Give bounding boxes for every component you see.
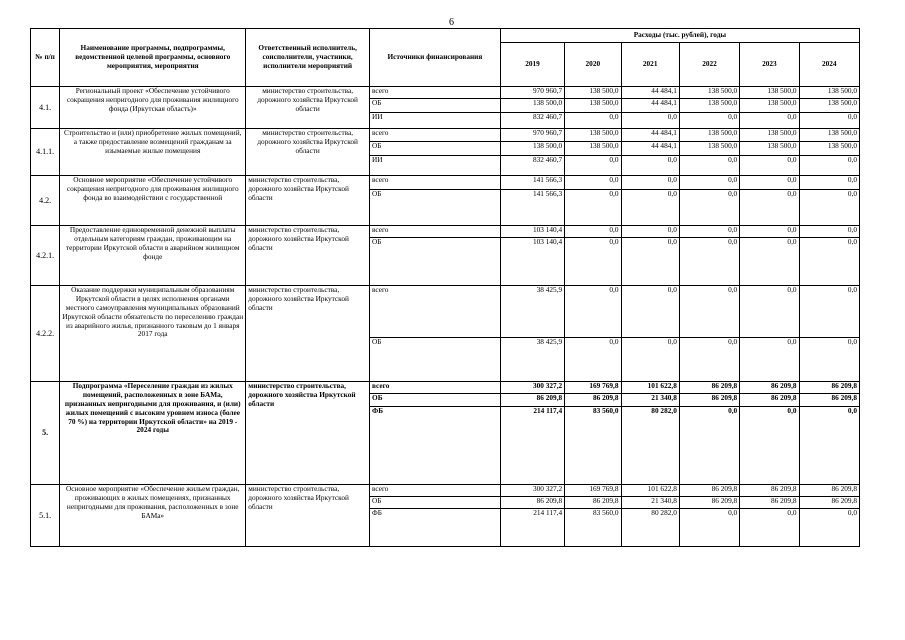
expense-value: 0,0 [565, 238, 621, 286]
table-row [31, 176, 860, 190]
table-row [31, 226, 860, 238]
expense-value: 44 484,1 [621, 99, 679, 113]
expense-value: 44 484,1 [621, 87, 679, 99]
expense-value: 0,0 [621, 238, 679, 286]
row-number: 5.1. [31, 485, 60, 547]
expense-value: 38 425,9 [500, 286, 564, 338]
expense-value: 0,0 [679, 338, 739, 382]
expense-value: 0,0 [740, 190, 799, 226]
expense-value: 86 209,8 [740, 394, 799, 407]
expense-value: 0,0 [679, 156, 739, 176]
expense-value: 86 209,8 [679, 394, 739, 407]
expense-value: 138 500,0 [679, 87, 739, 99]
page-number: 6 [449, 17, 454, 28]
expense-value: 86 209,8 [679, 382, 739, 394]
expense-value: 44 484,1 [621, 142, 679, 156]
row-number: 4.2. [31, 176, 60, 226]
funding-source: всего [370, 485, 501, 497]
expense-value: 138 500,0 [740, 87, 799, 99]
expense-value: 44 484,1 [621, 129, 679, 142]
funding-source: всего [370, 382, 501, 394]
table-row [31, 87, 860, 99]
expense-value: 80 282,0 [621, 407, 679, 485]
row-number: 4.1. [31, 87, 60, 129]
measure-name: Основное мероприятие «Обеспечение устойчивого сокращения непригодного для проживания жилищного фонда во взаимодействии с государственной [60, 176, 246, 226]
expense-value: 0,0 [679, 226, 739, 238]
expense-value: 83 560,0 [565, 509, 621, 547]
funding-source: ИИ [370, 156, 501, 176]
executor: министерство строительства, дорожного хозяйства Иркутской области [246, 286, 370, 382]
expense-value: 138 500,0 [799, 129, 859, 142]
expense-value: 138 500,0 [679, 99, 739, 113]
expense-value: 86 209,8 [799, 394, 859, 407]
expense-value: 86 209,8 [565, 394, 621, 407]
funding-source: ОБ [370, 497, 501, 509]
header-num: № п/п [31, 29, 60, 87]
expense-value: 83 560,0 [565, 407, 621, 485]
expense-value: 86 209,8 [799, 497, 859, 509]
expense-value: 0,0 [740, 176, 799, 190]
expense-value: 138 500,0 [799, 87, 859, 99]
expense-value: 0,0 [565, 113, 621, 129]
executor: министерство строительства, дорожного хозяйства Иркутской области [246, 129, 370, 176]
expense-value: 141 566,3 [500, 190, 564, 226]
expense-value: 138 500,0 [740, 142, 799, 156]
expense-value: 0,0 [799, 407, 859, 485]
row-number: 4.2.2. [31, 286, 60, 382]
expense-value: 0,0 [621, 176, 679, 190]
expense-value: 0,0 [740, 156, 799, 176]
expense-value: 138 500,0 [799, 99, 859, 113]
expense-value: 0,0 [799, 238, 859, 286]
funding-source: всего [370, 176, 501, 190]
row-number: 4.1.1. [31, 129, 60, 176]
header-year: 2022 [679, 43, 739, 87]
executor: министерство строительства, дорожного хозяйства Иркутской области [246, 87, 370, 129]
funding-source: ОБ [370, 99, 501, 113]
expense-value: 0,0 [799, 176, 859, 190]
expense-value: 0,0 [799, 226, 859, 238]
funding-source: всего [370, 129, 501, 142]
header-source: Источники финансирования [370, 29, 501, 87]
expense-value: 138 500,0 [740, 99, 799, 113]
header-executor: Ответственный исполнитель, соисполнители, участники, исполнители мероприятий [246, 29, 370, 87]
expense-value: 80 282,0 [621, 509, 679, 547]
expense-value: 86 209,8 [679, 485, 739, 497]
expense-value: 0,0 [799, 113, 859, 129]
executor: министерство строительства, дорожного хозяйства Иркутской области [246, 176, 370, 226]
expense-value: 103 140,4 [500, 226, 564, 238]
measure-name: Предоставление единовременной денежной выплаты отдельным категориям граждан, проживающим на территории Иркутской области в аварийном жилищном фонде [60, 226, 246, 286]
expense-value: 21 340,8 [621, 394, 679, 407]
funding-source: ОБ [370, 338, 501, 382]
expense-value: 0,0 [740, 113, 799, 129]
expense-value: 0,0 [621, 190, 679, 226]
expense-value: 138 500,0 [799, 142, 859, 156]
expense-value: 138 500,0 [740, 129, 799, 142]
funding-source: ИИ [370, 113, 501, 129]
table-row [31, 382, 860, 394]
funding-source: ОБ [370, 238, 501, 286]
funding-source: всего [370, 286, 501, 338]
header-year: 2021 [621, 43, 679, 87]
expense-value: 0,0 [799, 509, 859, 547]
expense-value: 0,0 [740, 226, 799, 238]
expense-value: 214 117,4 [500, 407, 564, 485]
expense-value: 0,0 [740, 286, 799, 338]
executor: министерство строительства, дорожного хозяйства Иркутской области [246, 485, 370, 547]
expense-value: 0,0 [679, 238, 739, 286]
expense-value: 0,0 [799, 286, 859, 338]
row-number: 5. [31, 382, 60, 485]
expense-value: 86 209,8 [740, 497, 799, 509]
expense-value: 0,0 [740, 338, 799, 382]
expense-value: 970 960,7 [500, 129, 564, 142]
expense-value: 0,0 [679, 286, 739, 338]
expense-value: 832 460,7 [500, 156, 564, 176]
expense-value: 0,0 [565, 190, 621, 226]
expense-value: 138 500,0 [679, 142, 739, 156]
expense-value: 0,0 [565, 338, 621, 382]
expense-value: 86 209,8 [799, 485, 859, 497]
expense-value: 300 327,2 [500, 382, 564, 394]
header-year: 2020 [565, 43, 621, 87]
measure-name: Строительство и (или) приобретение жилых помещений, а также предоставление возмещений гражданам за изымаемые жилые помещения [60, 129, 246, 176]
expense-value: 0,0 [799, 338, 859, 382]
expense-value: 0,0 [679, 407, 739, 485]
expense-value: 0,0 [679, 113, 739, 129]
expense-value: 86 209,8 [799, 382, 859, 394]
measure-name: Основное мероприятие «Обеспечение жильем граждан, проживающих в жилых помещениях, признанных непригодными для проживания, расположенных в зоне БАМа» [60, 485, 246, 547]
expense-value: 169 769,8 [565, 382, 621, 394]
expense-value: 0,0 [679, 176, 739, 190]
table-header [31, 29, 860, 87]
expense-value: 38 425,9 [500, 338, 564, 382]
expense-value: 86 209,8 [500, 394, 564, 407]
expense-value: 138 500,0 [500, 142, 564, 156]
funding-source: ОБ [370, 190, 501, 226]
funding-source: ОБ [370, 142, 501, 156]
table-row [31, 485, 860, 497]
expense-value: 0,0 [565, 226, 621, 238]
expense-value: 86 209,8 [740, 485, 799, 497]
expense-value: 138 500,0 [500, 99, 564, 113]
funding-source: всего [370, 226, 501, 238]
expense-value: 101 622,8 [621, 485, 679, 497]
expense-value: 138 500,0 [565, 87, 621, 99]
expense-value: 86 209,8 [679, 497, 739, 509]
expense-value: 0,0 [621, 113, 679, 129]
header-year: 2023 [740, 43, 799, 87]
header-year: 2019 [500, 43, 564, 87]
funding-source: ФБ [370, 407, 501, 485]
header-expenses: Расходы (тыс. рублей), годы [500, 29, 859, 43]
measure-name: Подпрограмма «Переселение граждан из жилых помещений, расположенных в зоне БАМа, признанных непригодными для проживания, и (или) жилых помещений с высоким уровнем износа (более 70 %) на территории Иркутской области» на 2019 - 2024 годы [60, 382, 246, 485]
expense-value: 86 209,8 [565, 497, 621, 509]
expense-value: 138 500,0 [565, 129, 621, 142]
executor: министерство строительства, дорожного хозяйства Иркутской области [246, 382, 370, 485]
funding-source: ОБ [370, 394, 501, 407]
header-year: 2024 [799, 43, 859, 87]
expense-value: 138 500,0 [679, 129, 739, 142]
header-name: Наименование программы, подпрограммы, ведомственной целевой программы, основного мероприятия, мероприятия [60, 29, 246, 87]
expense-value: 141 566,3 [500, 176, 564, 190]
expense-value: 0,0 [740, 509, 799, 547]
expense-value: 103 140,4 [500, 238, 564, 286]
expense-value: 0,0 [621, 156, 679, 176]
expense-value: 86 209,8 [500, 497, 564, 509]
expense-value: 0,0 [679, 509, 739, 547]
expense-value: 0,0 [799, 190, 859, 226]
expense-value: 214 117,4 [500, 509, 564, 547]
funding-source: ФБ [370, 509, 501, 547]
expense-value: 970 960,7 [500, 87, 564, 99]
table-row [31, 129, 860, 142]
table-row [31, 286, 860, 338]
expense-value: 86 209,8 [740, 382, 799, 394]
expense-value: 169 769,8 [565, 485, 621, 497]
expense-value: 101 622,8 [621, 382, 679, 394]
measure-name: Региональный проект «Обеспечение устойчивого сокращения непригодного для проживания жилищного фонда (Иркутская область)» [60, 87, 246, 129]
expense-value: 0,0 [740, 407, 799, 485]
expense-value: 0,0 [565, 156, 621, 176]
table-body [31, 87, 860, 547]
expense-value: 0,0 [799, 156, 859, 176]
expense-value: 300 327,2 [500, 485, 564, 497]
measure-name: Оказание поддержки муниципальным образованиям Иркутской области в целях исполнения органами местного самоуправления муниципальных образований Иркутской области обязательств по переселению граждан из аварийного жилья, признанного таковым до 1 января 2017 года [60, 286, 246, 382]
expense-value: 0,0 [621, 338, 679, 382]
expense-value: 832 460,7 [500, 113, 564, 129]
financing-table [30, 28, 860, 547]
row-number: 4.2.1. [31, 226, 60, 286]
expense-value: 0,0 [565, 176, 621, 190]
funding-source: всего [370, 87, 501, 99]
expense-value: 138 500,0 [565, 99, 621, 113]
expense-value: 21 340,8 [621, 497, 679, 509]
expense-value: 138 500,0 [565, 142, 621, 156]
executor: министерство строительства, дорожного хозяйства Иркутской области [246, 226, 370, 286]
expense-value: 0,0 [740, 238, 799, 286]
expense-value: 0,0 [621, 226, 679, 238]
expense-value: 0,0 [679, 190, 739, 226]
expense-value: 0,0 [621, 286, 679, 338]
expense-value: 0,0 [565, 286, 621, 338]
